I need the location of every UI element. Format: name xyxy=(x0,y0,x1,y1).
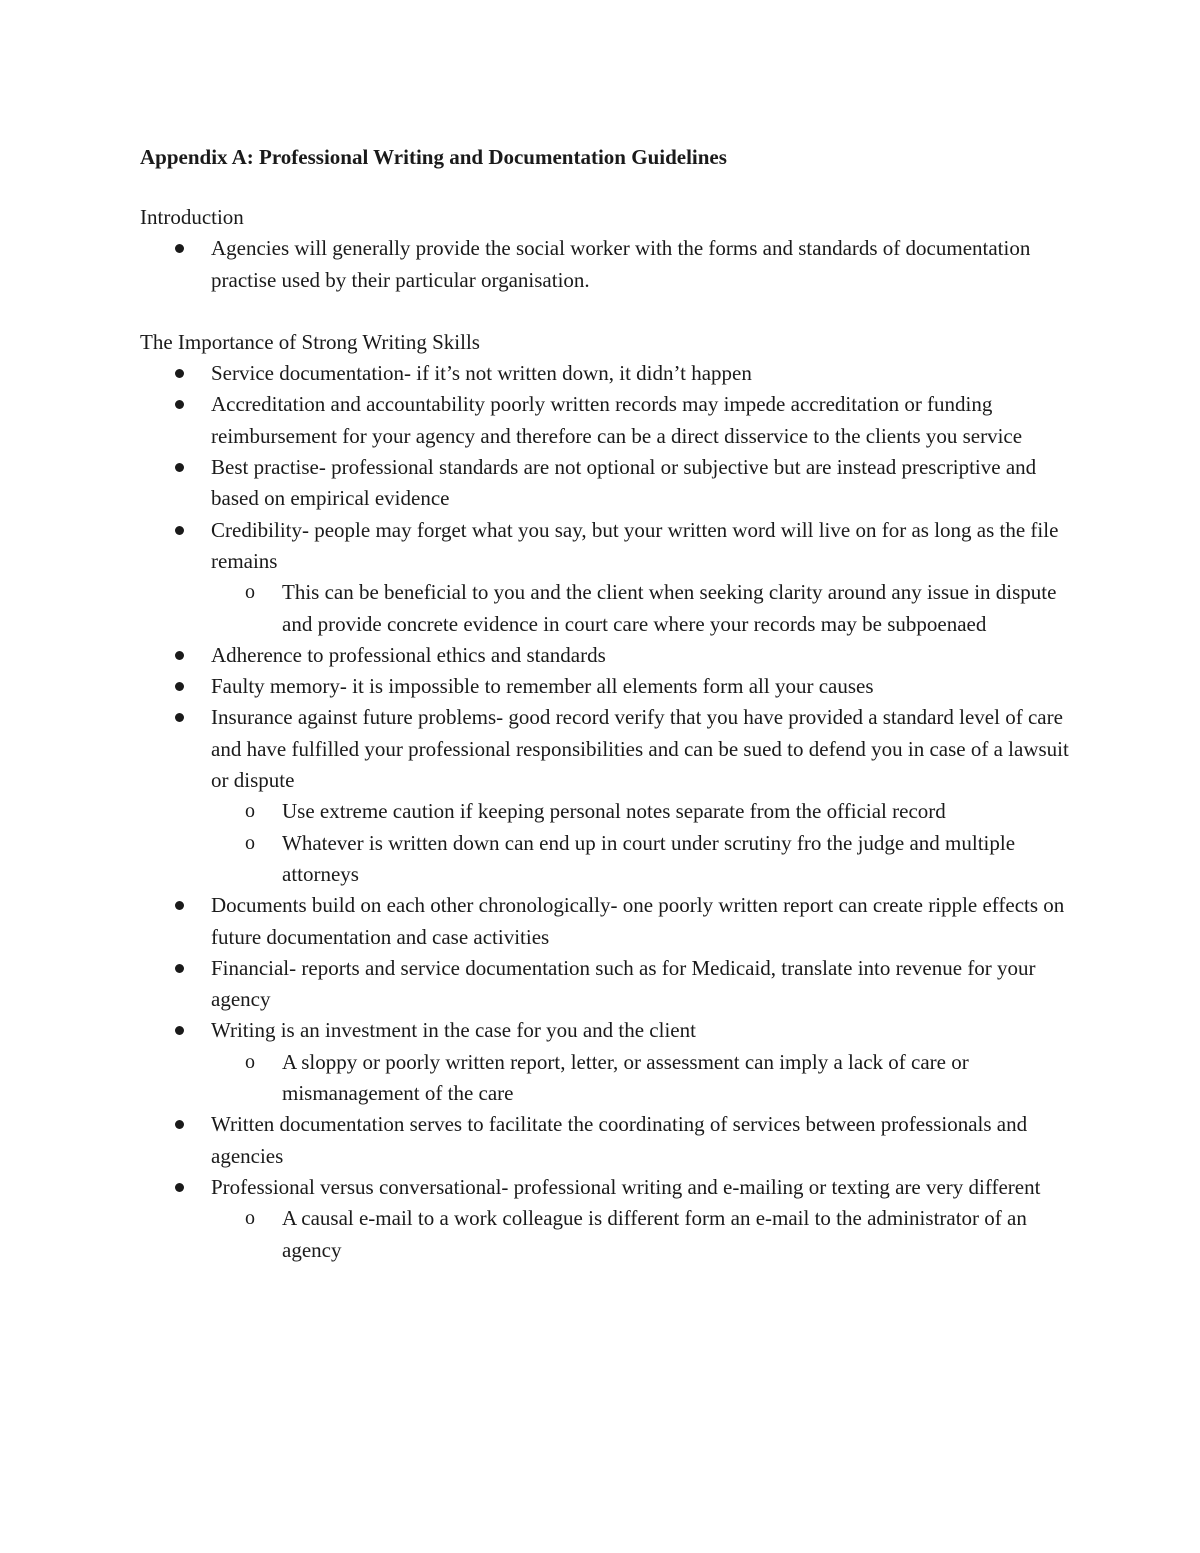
sub-list-item-text: Use extreme caution if keeping personal notes separate from the official record xyxy=(282,799,946,824)
list-item xyxy=(140,953,1070,1016)
bullet-icon xyxy=(175,1120,184,1129)
sub-bullet-icon: o xyxy=(245,1207,255,1230)
bullet-icon xyxy=(175,1026,184,1035)
bullet-icon xyxy=(175,682,184,691)
list-item xyxy=(140,640,1070,671)
list-item xyxy=(140,1109,1070,1172)
list-item xyxy=(140,389,1070,452)
sub-bullet-list xyxy=(211,1203,1070,1266)
sub-bullet-list xyxy=(211,1047,1070,1110)
list-item-text: Service documentation- if it’s not written down, it didn’t happen xyxy=(211,361,752,386)
list-item xyxy=(140,452,1070,515)
list-item-text: Financial- reports and service documentation such as for Medicaid, translate into revenue for your agency xyxy=(211,955,1036,1012)
bullet-icon xyxy=(175,713,184,722)
list-item-text: Best practise- professional standards are not optional or subjective but are instead prescriptive and based on empirical evidence xyxy=(211,455,1037,511)
list-item-text: Credibility- people may forget what you say, but your written word will live on for as long as the file remains xyxy=(211,517,1059,573)
list-item-text: Professional versus conversational- professional writing and e-mailing or texting are very different xyxy=(211,1174,1041,1199)
bullet-icon xyxy=(175,964,184,973)
document-body xyxy=(140,202,1070,1266)
sub-list-item xyxy=(211,796,1070,827)
sub-list-item xyxy=(211,1203,1070,1266)
sub-bullet-icon: o xyxy=(245,831,255,854)
bullet-icon xyxy=(175,244,184,253)
list-item xyxy=(140,358,1070,389)
list-item-text: Written documentation serves to facilitate the coordinating of services between professionals and agencies xyxy=(211,1112,1028,1168)
sub-bullet-list xyxy=(211,577,1070,640)
list-item-text: Insurance against future problems- good record verify that you have provided a standard level of care and have fulfilled your professional responsibilities and can be sued to defend you in case of a lawsuit or dispute xyxy=(211,705,1069,793)
sub-list-item-text: A sloppy or poorly written report, letter, or assessment can imply a lack of care or mismanagement of the care xyxy=(282,1049,969,1106)
list-item xyxy=(140,671,1070,702)
bullet-icon xyxy=(175,526,184,535)
bullet-icon xyxy=(175,369,184,378)
sub-list-item-text: Whatever is written down can end up in court under scrutiny fro the judge and multiple attorneys xyxy=(282,830,1016,886)
document-page xyxy=(140,140,1070,1266)
sub-list-item xyxy=(211,828,1070,891)
bullet-icon xyxy=(175,651,184,660)
bullet-list xyxy=(140,233,1070,296)
bullet-list xyxy=(140,358,1070,1266)
sub-bullet-list xyxy=(211,796,1070,890)
list-item xyxy=(140,233,1070,296)
list-item-text: Faulty memory- it is impossible to remember all elements form all your causes xyxy=(211,674,874,699)
list-item-text: Documents build on each other chronologically- one poorly written report can create ripple effects on future documentation and case activities xyxy=(211,893,1065,949)
list-item xyxy=(140,890,1070,953)
sub-bullet-icon: o xyxy=(245,581,255,604)
list-item-text: Writing is an investment in the case for you and the client xyxy=(211,1018,696,1043)
sub-bullet-icon: o xyxy=(245,1050,255,1073)
section-heading: The Importance of Strong Writing Skills xyxy=(140,329,480,354)
bullet-icon xyxy=(175,400,184,409)
list-item xyxy=(140,1172,1070,1266)
sub-bullet-icon: o xyxy=(245,800,255,823)
document-title: Appendix A: Professional Writing and Documentation Guidelines xyxy=(140,145,727,169)
list-item-text: Accreditation and accountability poorly written records may impede accreditation or funding reimbursement for your agency and therefore can be a direct disservice to the clients you service xyxy=(211,392,1023,448)
sub-list-item-text: A causal e-mail to a work colleague is different form an e-mail to the administrator of an agency xyxy=(282,1206,1027,1262)
sub-list-item xyxy=(211,1047,1070,1110)
list-item xyxy=(140,702,1070,890)
bullet-icon xyxy=(175,901,184,910)
sub-list-item-text: This can be beneficial to you and the client when seeking clarity around any issue in dispute and provide concrete evidence in court care where your records may be subpoenaed xyxy=(282,580,1057,636)
list-item-text: Agencies will generally provide the social worker with the forms and standards of documentation practise used by their particular organisation. xyxy=(211,236,1031,292)
list-item xyxy=(140,515,1070,640)
list-item xyxy=(140,1015,1070,1109)
sub-list-item xyxy=(211,577,1070,640)
section-heading: Introduction xyxy=(140,205,244,229)
bullet-icon xyxy=(175,463,184,472)
bullet-icon xyxy=(175,1183,184,1192)
list-item-text: Adherence to professional ethics and standards xyxy=(211,642,606,667)
